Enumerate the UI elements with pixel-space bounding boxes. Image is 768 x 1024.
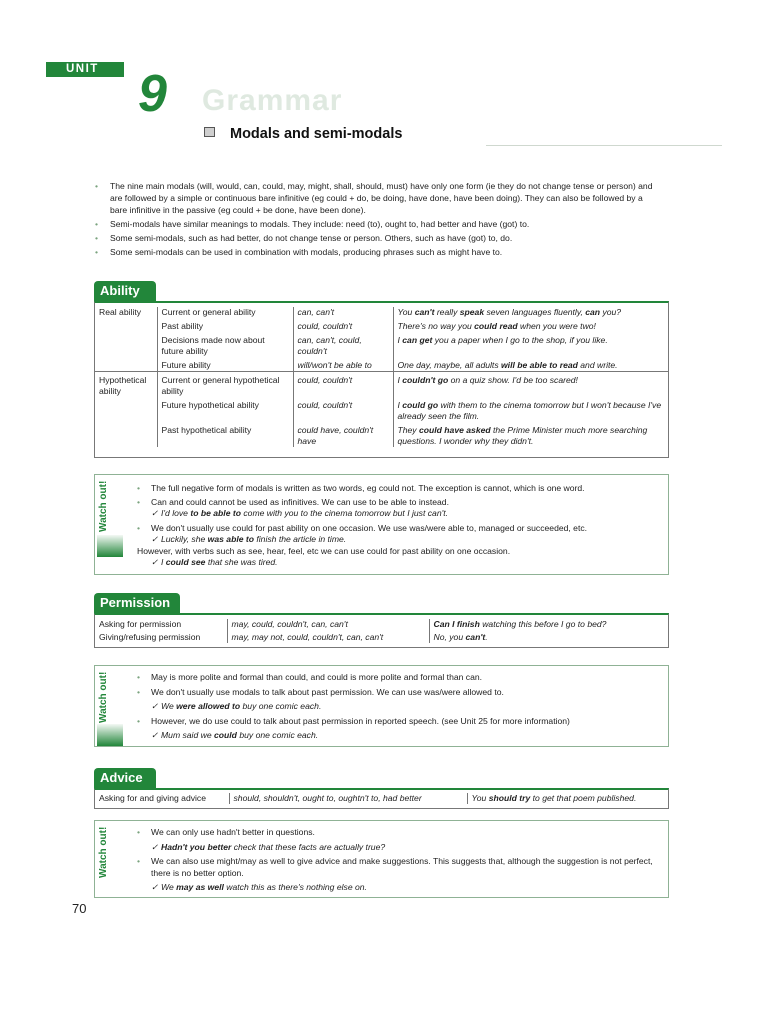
table-row: [95, 307, 668, 318]
forms-cell: can, can't, could, couldn't: [293, 332, 393, 357]
intro-item: • The nine main modals (will, would, can, could, may, might, shall, should, must) have only one form (ie they do not change tense or person) and are followed by a simple or continuous bare infinitive (eg could + do, be doing, have done, have been doing). They can also be followed by a bare infinitive in the passive (eg could + be done, have been done).: [92, 180, 662, 216]
table-row: [95, 318, 668, 332]
advice-heading: Advice: [94, 768, 156, 788]
forms-cell: could have, couldn't have: [293, 422, 393, 447]
example-cell: They could have asked the Prime Minister much more searching questions. I wonder why they didn't.: [397, 425, 648, 446]
ability-table: [95, 307, 668, 447]
example-line: ✓ I could see that she was tired.: [151, 557, 278, 567]
title-rule: [486, 145, 722, 146]
watch-out-note: However, with verbs such as see, hear, feel, etc we can use could for past ability on one occasion.: [137, 545, 511, 556]
watch-out-item: • We can only use hadn't better in questions.: [137, 827, 660, 839]
use-cell: Asking for permission: [95, 619, 227, 630]
forms-cell: could, couldn't: [293, 372, 393, 398]
table-row: [95, 357, 668, 372]
table-row: [95, 793, 668, 804]
use-cell: Past hypothetical ability: [157, 422, 293, 447]
watch-out-label: Watch out!: [98, 826, 109, 879]
tick-icon: ✓: [151, 730, 159, 740]
watch-out-list: [137, 827, 660, 894]
watch-out-item: • We don't usually use modals to talk about past permission. We can use was/were allowed to.: [137, 687, 660, 699]
table-row: [95, 619, 668, 630]
table-row: [95, 422, 668, 447]
example-cell: There's no way you could read when you were two!: [397, 321, 596, 331]
intro-item: • Semi-modals have similar meanings to modals. They include: need (to), ought to, had better and have (got) to.: [92, 218, 662, 230]
use-cell: Decisions made now about future ability: [157, 332, 293, 357]
intro-item: • Some semi-modals can be used in combination with modals, producing phrases such as might have to.: [92, 246, 662, 258]
example-line: ✓ We may as well watch this as there's nothing else on.: [151, 882, 367, 892]
example-cell: No, you can't.: [433, 632, 488, 642]
forms-cell: should, shouldn't, ought to, oughtn't to, had better: [229, 793, 467, 804]
group-cell: [95, 332, 157, 357]
permission-table: [95, 619, 668, 643]
group-cell: Hypothetical ability: [95, 372, 157, 398]
group-cell: [95, 357, 157, 372]
intro-item: • Some semi-modals, such as had better, do not change tense or person. Others, such as have (got) to, do.: [92, 232, 662, 244]
table-row: [95, 397, 668, 422]
intro-list: [92, 180, 662, 260]
group-cell: [95, 422, 157, 447]
forms-cell: may, may not, could, couldn't, can, can't: [227, 630, 429, 643]
example-line: ✓ We were allowed to buy one comic each.: [151, 701, 322, 711]
watch-out-side: [95, 821, 125, 897]
example-cell: I could go with them to the cinema tomorrow but I won't because I've already seen the film.: [397, 400, 662, 421]
use-cell: Past ability: [157, 318, 293, 332]
forms-cell: will/won't be able to: [293, 357, 393, 372]
section-icon: [204, 127, 215, 137]
example-cell: One day, maybe, all adults will be able to read and write.: [397, 360, 618, 370]
watch-out-item: • The full negative form of modals is written as two words, eg could not. The exception is cannot, which is one word.: [137, 483, 660, 495]
watch-out-decoration: [97, 535, 123, 557]
unit-label: UNIT: [66, 63, 99, 75]
table-row: [95, 372, 668, 398]
forms-cell: may, could, couldn't, can, can't: [227, 619, 429, 630]
use-cell: Asking for and giving advice: [95, 793, 229, 804]
example-cell: I can get you a paper when I go to the shop, if you like.: [397, 335, 608, 345]
permission-heading: Permission: [94, 593, 180, 613]
use-cell: Giving/refusing permission: [95, 630, 227, 643]
watch-out-box: [94, 665, 669, 747]
tick-icon: ✓: [151, 701, 159, 711]
use-cell: Current or general hypothetical ability: [157, 372, 293, 398]
example-line: ✓ Mum said we could buy one comic each.: [151, 730, 319, 740]
watch-out-box: [94, 820, 669, 898]
ability-heading: Ability: [94, 281, 156, 301]
permission-table-box: [94, 613, 669, 648]
tick-icon: ✓: [151, 534, 159, 544]
group-cell: Real ability: [95, 307, 157, 318]
example-cell: You can't really speak seven languages fluently, can you?: [397, 307, 622, 317]
watch-out-side: [95, 475, 125, 574]
watch-out-list: [137, 483, 660, 569]
watch-out-decoration: [97, 724, 123, 746]
chapter-ghost-title: Grammar: [202, 84, 343, 117]
watch-out-item: • We can also use might/may as well to give advice and make suggestions. This suggests that, although the suggestion is not perfect, there is no better option.: [137, 856, 660, 879]
forms-cell: can, can't: [293, 307, 393, 318]
watch-out-label: Watch out!: [98, 480, 109, 533]
tick-icon: ✓: [151, 882, 159, 892]
example-cell: Can I finish watching this before I go to bed?: [433, 619, 607, 629]
ability-table-box: [94, 301, 669, 458]
tick-icon: ✓: [151, 508, 159, 518]
watch-out-item: • However, we do use could to talk about past permission in reported speech. (see Unit 25 for more information): [137, 716, 660, 728]
unit-number: 9: [138, 65, 167, 123]
watch-out-box: [94, 474, 669, 575]
forms-cell: could, couldn't: [293, 397, 393, 422]
table-row: [95, 332, 668, 357]
use-cell: Current or general ability: [157, 307, 293, 318]
use-cell: Future ability: [157, 357, 293, 372]
section-title: Modals and semi-modals: [230, 126, 403, 142]
forms-cell: could, couldn't: [293, 318, 393, 332]
tick-icon: ✓: [151, 841, 159, 852]
use-cell: Future hypothetical ability: [157, 397, 293, 422]
example-cell: I couldn't go on a quiz show. I'd be too scared!: [393, 372, 668, 398]
group-cell: [95, 397, 157, 422]
watch-out-item: • May is more polite and formal than could, and could is more polite and formal than can.: [137, 672, 660, 684]
advice-table-box: [94, 788, 669, 809]
watch-out-item: • We don't usually use could for past ability on one occasion. We use was/were able to, managed or succeeded, etc.: [137, 523, 660, 535]
example-cell: You should try to get that poem published.: [471, 793, 637, 803]
watch-out-list: [137, 672, 660, 742]
example-line: ✓ Luckily, she was able to finish the article in time.: [151, 534, 347, 544]
page-number: 70: [72, 901, 87, 916]
tick-icon: ✓: [151, 557, 159, 567]
watch-out-item: • Can and could cannot be used as infinitives. We can use to be able to instead.: [137, 497, 660, 509]
example-line: ✓ I'd love to be able to come with you to the cinema tomorrow but I just can't.: [151, 508, 449, 518]
group-cell: [95, 318, 157, 332]
table-row: [95, 630, 668, 643]
watch-out-side: [95, 666, 125, 746]
advice-table: [95, 793, 668, 804]
watch-out-label: Watch out!: [98, 671, 109, 724]
example-line: ✓ Hadn't you better check that these facts are actually true?: [151, 841, 386, 852]
